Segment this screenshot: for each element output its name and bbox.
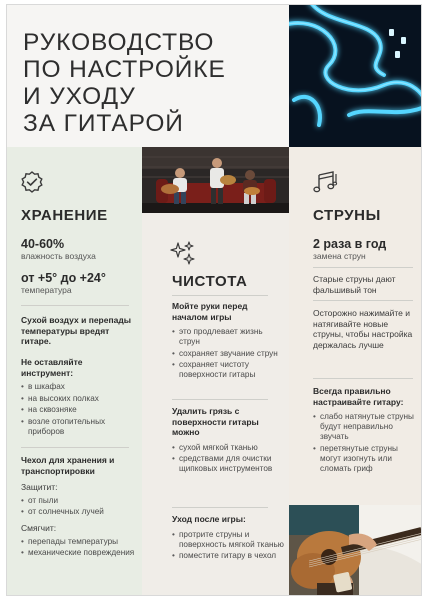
temperature-label: температура	[21, 285, 72, 295]
wash-hands-block	[172, 301, 284, 382]
wash-title: Мойте руки перед началом игры	[172, 301, 248, 322]
tuning-block	[313, 386, 419, 475]
dont-leave-title: Не оставляйте инструмент:	[21, 357, 83, 378]
protects-label: Защитит:	[21, 482, 58, 492]
title-line: РУКОВОДСТВО	[23, 29, 215, 56]
divider	[21, 447, 129, 448]
softens-label: Смягчит:	[21, 523, 57, 533]
list-item: • сохраняет чистоту поверхности гитары	[172, 360, 284, 380]
list-item: • поместите гитару в чехол	[172, 551, 284, 561]
tune-list	[313, 412, 419, 474]
divider	[313, 267, 413, 268]
strings-heading: СТРУНЫ	[313, 207, 381, 224]
divider	[172, 295, 268, 296]
poster-title	[23, 29, 285, 137]
after-play-block	[172, 514, 284, 563]
old-strings-note: Старые струны дают фальшивый тон	[313, 274, 396, 295]
case-title: Чехол для хранения и транспортировки	[21, 455, 115, 476]
badge-check-icon	[21, 171, 43, 198]
dirt-removal-block	[172, 406, 284, 476]
list-item: • сухой мягкой тканью	[172, 443, 284, 453]
list-item: • на сквозняке	[21, 405, 133, 415]
list-item: • от солнечных лучей	[21, 507, 135, 517]
cleaning-column	[142, 147, 289, 596]
case-block	[21, 455, 135, 560]
humidity-stat	[21, 237, 133, 261]
tune-title: Всегда правильно настраивайте гитару:	[313, 386, 404, 407]
neon-lines	[289, 5, 422, 147]
list-item: • от пыли	[21, 496, 135, 506]
guitar-player-photo	[289, 505, 422, 596]
strings-column	[289, 147, 422, 596]
after-title: Уход после игры:	[172, 514, 246, 524]
band-illustration	[142, 147, 289, 213]
replacement-label: замена струн	[313, 251, 366, 261]
wash-list	[172, 327, 284, 380]
title-line: ПО НАСТРОЙКЕ	[23, 56, 226, 83]
divider	[313, 378, 413, 379]
temperature-stat	[21, 271, 139, 295]
humidity-label: влажность воздуха	[21, 251, 96, 261]
list-item: • возле отопительных приборов	[21, 417, 133, 437]
dirt-title: Удалить грязь с поверхности гитары можно	[172, 406, 259, 437]
list-item: • механические повреждения	[21, 548, 135, 558]
neon-guitar-image	[289, 5, 422, 147]
dry-air-note: Сухой воздух и перепады температуры вредят гитаре.	[21, 315, 131, 346]
cleaning-heading: ЧИСТОТА	[172, 273, 248, 290]
guitar-illustration	[289, 505, 422, 596]
softens-list	[21, 537, 135, 559]
list-item: • перетянутые струны могут изогнуть или сломать гриф	[313, 444, 419, 474]
temperature-value: от +5° до +24°	[21, 271, 106, 285]
list-item: • в шкафах	[21, 382, 133, 392]
dirt-list	[172, 443, 284, 475]
list-item: • перепады температуры	[21, 537, 135, 547]
dont-leave-list	[21, 382, 133, 437]
divider	[172, 399, 268, 400]
band-photo	[142, 147, 289, 213]
title-line: И УХОДУ	[23, 83, 136, 110]
dont-leave-block	[21, 357, 133, 438]
divider	[21, 305, 129, 306]
careful-note: Осторожно нажимайте и натягивайте новые струны, чтобы настройка держалась лучше	[313, 308, 413, 350]
list-item: • протрите струны и поверхность мягкой тканью	[172, 530, 284, 550]
list-item: • на высоких полках	[21, 394, 133, 404]
list-item: • средствами для очистки щипковых инструментов	[172, 454, 284, 474]
list-item: • слабо натянутые струны будут неправильно звучать	[313, 412, 419, 442]
replacement-stat	[313, 237, 421, 261]
sparkles-icon	[170, 241, 196, 270]
list-item: • сохраняет звучание струн	[172, 349, 284, 359]
replacement-value: 2 раза в год	[313, 237, 387, 251]
storage-column	[7, 147, 142, 596]
list-item: • это продлевает жизнь струн	[172, 327, 284, 347]
poster-header	[7, 5, 289, 147]
protects-list	[21, 496, 135, 518]
guitar-care-poster	[6, 4, 422, 596]
title-line: ЗА ГИТАРОЙ	[23, 110, 184, 137]
storage-heading: ХРАНЕНИЕ	[21, 207, 108, 224]
divider	[313, 300, 413, 301]
music-notes-icon	[313, 171, 339, 198]
divider	[172, 507, 268, 508]
humidity-value: 40-60%	[21, 237, 65, 251]
after-list	[172, 530, 284, 562]
